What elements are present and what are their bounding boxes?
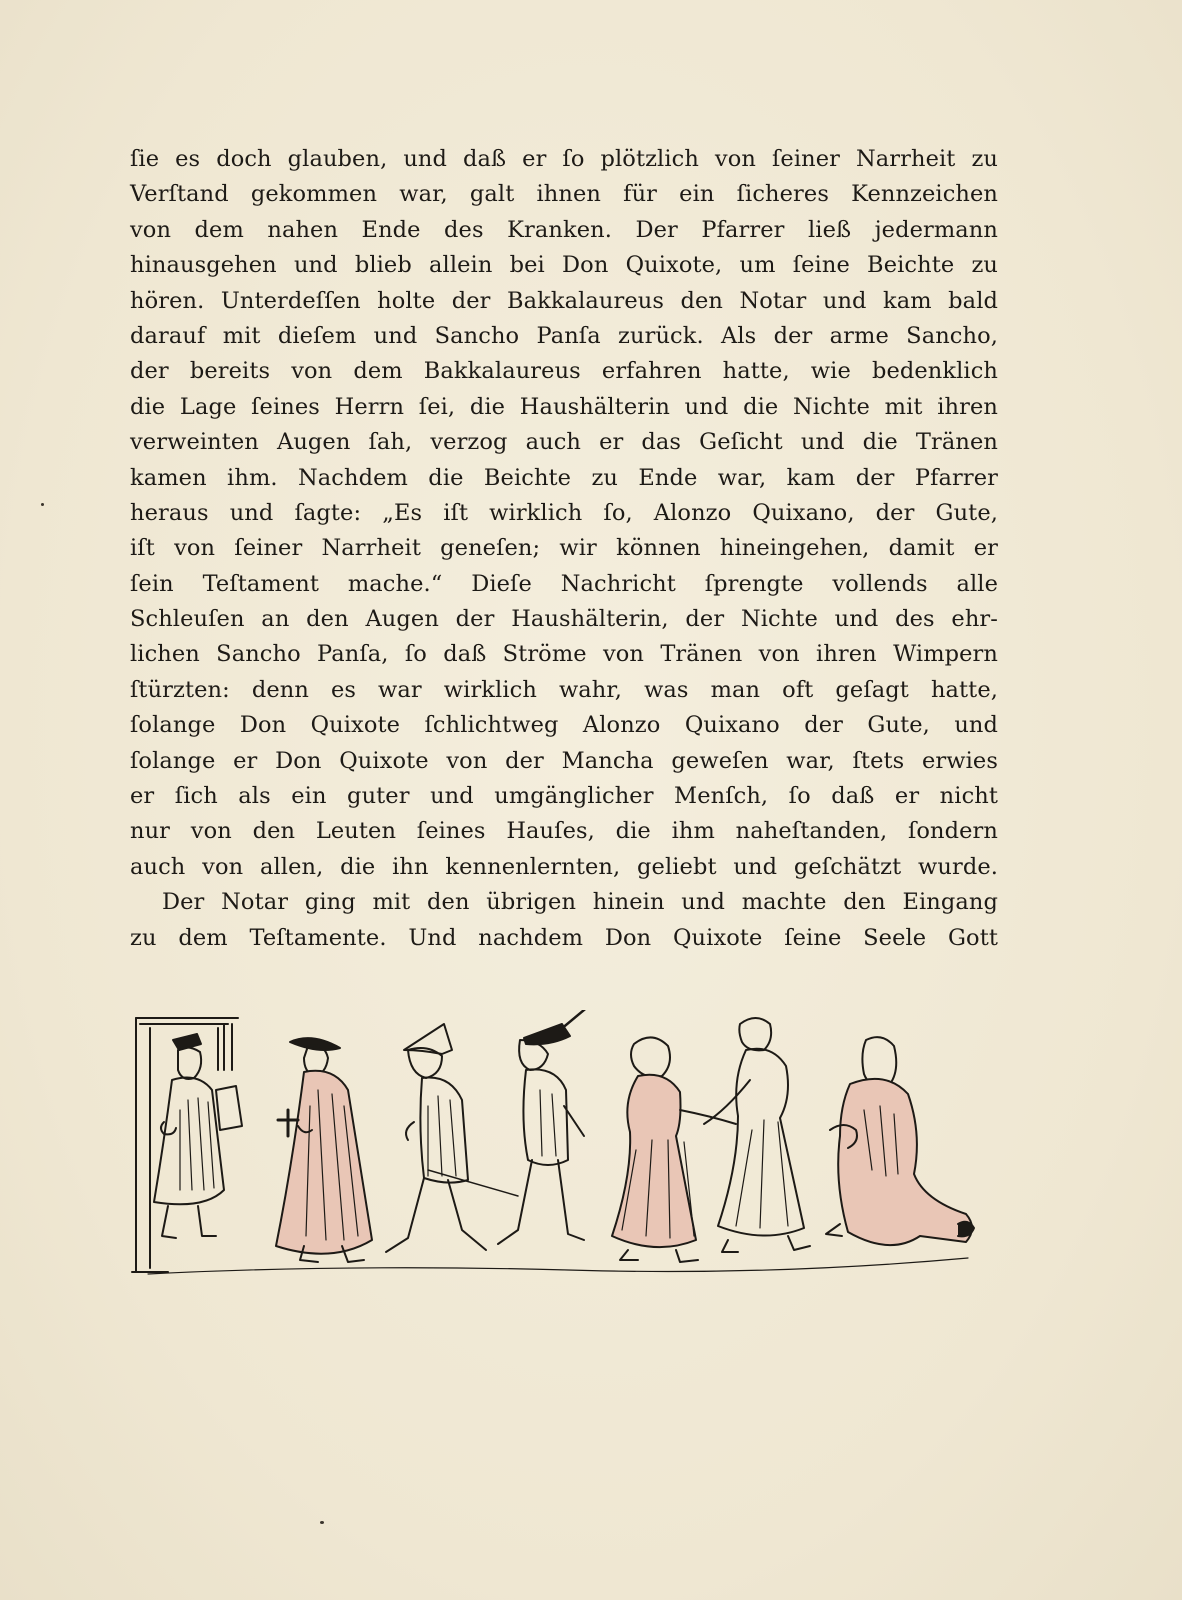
text-line: hören. Unterdeſſen holte der Bakkalaureus den Notar und kam bald — [130, 287, 998, 314]
text-line: von dem nahen Ende des Kranken. Der Pfarrer ließ jedermann — [130, 216, 998, 243]
text-line: ſolange Don Quixote ſchlichtweg Alonzo Quixano der Gute, und — [130, 712, 998, 739]
ink-speck — [320, 1521, 324, 1524]
text-line: er ſich als ein guter und umgänglicher Menſch, ſo daß er nicht — [130, 783, 998, 810]
text-line: kamen ihm. Nachdem die Beichte zu Ende war, kam der Pfarrer — [130, 464, 998, 491]
procession-illustration — [128, 1010, 998, 1320]
doorway-frame — [132, 1018, 238, 1272]
text-line: der bereits von dem Bakkalaureus erfahren hatte, wie bedenklich — [130, 358, 998, 385]
figure-housekeeper — [612, 1037, 736, 1262]
text-line: auch von allen, die ihn kennenlernten, geliebt und geſchätzt wurde. — [130, 853, 998, 880]
figure-sancho — [826, 1037, 974, 1245]
text-line-paragraph-start: Der Notar ging mit den übrigen hinein und machte den Eingang — [162, 889, 998, 916]
figure-niece — [704, 1018, 810, 1252]
body-text — [130, 142, 998, 956]
text-line: heraus und ſagte: „Es iſt wirklich ſo, Alonzo Quixano, der Gute, — [130, 499, 998, 526]
text-line: zu dem Teſtamente. Und nachdem Don Quixote ſeine Seele Gott — [130, 924, 998, 951]
text-line: Schleuſen an den Augen der Haushälterin, der Nichte und des ehr- — [130, 606, 998, 633]
text-line: ſtürzten: denn es war wirklich wahr, was man oft geſagt hatte, — [130, 676, 998, 703]
text-line: die Lage ſeines Herrn ſei, die Haushälterin und die Nichte mit ihren — [130, 393, 998, 420]
text-line: iſt von ſeiner Narrheit geneſen; wir können hineingehen, damit er — [130, 535, 998, 562]
text-line: verweinten Augen ſah, verzog auch er das Geſicht und die Tränen — [130, 429, 998, 456]
figure-bachelor — [498, 1010, 596, 1244]
ink-speck — [41, 503, 44, 506]
text-line: Verſtand gekommen war, galt ihnen für ein ſicheres Kennzeichen — [130, 181, 998, 208]
figure-barber — [386, 1024, 518, 1252]
text-line: ſolange er Don Quixote von der Mancha geweſen war, ſtets erwies — [130, 747, 998, 774]
text-line: lichen Sancho Panſa, ſo daß Ströme von Tränen von ihren Wimpern — [130, 641, 998, 668]
text-line: hinausgehen und blieb allein bei Don Quixote, um ſeine Beichte zu — [130, 252, 998, 279]
text-line: ſein Teſtament mache.“ Dieſe Nachricht ſprengte vollends alle — [130, 570, 998, 597]
text-line: nur von den Leuten ſeines Hauſes, die ihm naheſtanden, ſondern — [130, 818, 998, 845]
text-line: darauf mit dieſem und Sancho Panſa zurück. Als der arme Sancho, — [130, 322, 998, 349]
text-line: ſie es doch glauben, und daß er ſo plötzlich von ſeiner Narrheit zu — [130, 146, 998, 172]
figure-priest — [276, 1038, 372, 1262]
figure-doctor — [154, 1034, 242, 1238]
